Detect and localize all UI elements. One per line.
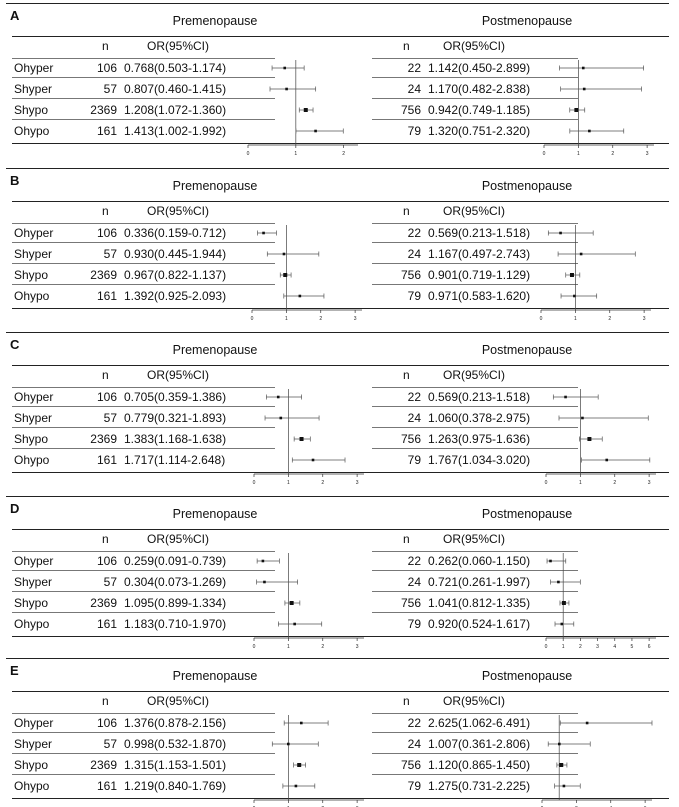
row-or-ci: 1.120(0.865-1.450) — [428, 758, 531, 772]
row-or-ci: 0.259(0.091-0.739) — [124, 554, 227, 568]
row-or-ci: 0.569(0.213-1.518) — [428, 390, 531, 404]
row-n: 2369 — [90, 103, 117, 117]
x-tick-label: 3 — [596, 644, 599, 650]
point-estimate-shypo — [562, 601, 566, 605]
row-n: 106 — [96, 61, 117, 75]
point-estimate-ohypo — [312, 459, 315, 462]
row-name-shyper: Shyper — [14, 411, 53, 425]
point-estimate-shypo — [559, 763, 563, 767]
forest-plot-postmenopause — [536, 167, 656, 322]
x-tick-label: 0 — [539, 316, 543, 322]
x-tick-label: 3 — [645, 151, 649, 157]
premenopause-title: Premenopause — [172, 343, 258, 357]
header-underline — [12, 713, 275, 714]
row-n: 106 — [96, 554, 117, 568]
row-n: 2369 — [90, 758, 117, 772]
header-underline — [12, 58, 275, 59]
x-tick-label: 2 — [321, 480, 325, 486]
row-or-ci: 1.392(0.925-2.093) — [124, 289, 227, 303]
point-estimate-shyper — [558, 743, 561, 746]
row-n: 79 — [407, 779, 421, 793]
row-or-ci: 0.920(0.524-1.617) — [428, 617, 531, 631]
point-estimate-shypo — [574, 108, 578, 112]
forest-plot-postmenopause — [541, 495, 661, 650]
forest-plot-premenopause — [249, 495, 369, 650]
row-or-ci: 1.095(0.899-1.334) — [124, 596, 227, 610]
row-n: 24 — [407, 411, 421, 425]
row-n: 106 — [96, 390, 117, 404]
forest-plot-premenopause — [249, 657, 369, 807]
x-tick-label: 1 — [573, 316, 577, 322]
point-estimate-shyper — [557, 581, 560, 584]
point-estimate-ohyper — [277, 396, 280, 399]
row-separator — [12, 774, 275, 775]
row-n: 79 — [407, 617, 421, 631]
or-column-header: OR(95%CI) — [443, 532, 506, 546]
row-or-ci: 1.183(0.710-1.970) — [124, 617, 227, 631]
row-n: 24 — [407, 737, 421, 751]
x-tick-label: 1 — [578, 480, 582, 486]
panel-label: A — [10, 8, 20, 23]
row-name-shypo: Shypo — [14, 758, 49, 772]
n-column-header: n — [102, 694, 109, 708]
row-n: 22 — [407, 390, 421, 404]
x-tick-label: 3 — [647, 480, 651, 486]
row-or-ci: 1.717(1.114-2.648) — [124, 453, 226, 467]
n-column-header: n — [102, 532, 109, 546]
point-estimate-shyper — [263, 581, 266, 584]
row-n: 57 — [103, 82, 117, 96]
row-n: 756 — [400, 268, 421, 282]
row-n: 756 — [400, 432, 421, 446]
row-n: 22 — [407, 554, 421, 568]
point-estimate-ohypo — [293, 623, 296, 626]
row-name-ohypo: Ohypo — [14, 289, 50, 303]
row-name-shypo: Shypo — [14, 432, 49, 446]
point-estimate-ohyper — [262, 560, 265, 563]
point-estimate-ohypo — [588, 130, 591, 133]
x-tick-label: 1 — [286, 480, 290, 486]
forest-plot-postmenopause — [541, 331, 661, 486]
row-n: 2369 — [90, 268, 117, 282]
point-estimate-shypo — [587, 437, 591, 441]
point-estimate-ohyper — [586, 722, 589, 725]
point-estimate-ohypo — [299, 295, 302, 298]
n-column-header: n — [403, 694, 410, 708]
point-estimate-shypo — [300, 437, 304, 441]
point-estimate-ohyper — [262, 232, 265, 235]
point-estimate-shypo — [290, 601, 294, 605]
x-tick-label: 3 — [355, 644, 359, 650]
row-n: 22 — [407, 61, 421, 75]
row-name-shypo: Shypo — [14, 268, 49, 282]
row-n: 161 — [96, 779, 117, 793]
x-tick-label: 0 — [542, 151, 546, 157]
row-n: 22 — [407, 716, 421, 730]
premenopause-title: Premenopause — [172, 507, 258, 521]
row-separator — [12, 753, 275, 754]
n-column-header: n — [403, 204, 410, 218]
row-n: 57 — [103, 411, 117, 425]
postmenopause-title: Postmenopause — [481, 179, 573, 193]
point-estimate-shyper — [580, 253, 583, 256]
row-or-ci: 1.315(1.153-1.501) — [124, 758, 227, 772]
row-or-ci: 0.262(0.060-1.150) — [428, 554, 531, 568]
row-name-shypo: Shypo — [14, 596, 49, 610]
row-n: 106 — [96, 226, 117, 240]
header-underline — [12, 387, 275, 388]
or-column-header: OR(95%CI) — [147, 368, 210, 382]
x-tick-label: 2 — [611, 151, 615, 157]
premenopause-title: Premenopause — [172, 14, 258, 28]
x-tick-label: 1 — [286, 644, 290, 650]
header-underline — [12, 223, 275, 224]
point-estimate-ohyper — [559, 232, 562, 235]
x-tick-label: 4 — [613, 644, 617, 650]
x-tick-label: 3 — [642, 316, 646, 322]
row-separator — [12, 284, 275, 285]
row-or-ci: 0.971(0.583-1.620) — [428, 289, 531, 303]
point-estimate-ohypo — [295, 785, 298, 788]
point-estimate-ohypo — [561, 623, 564, 626]
row-or-ci: 0.721(0.261-1.997) — [428, 575, 531, 589]
point-estimate-shypo — [283, 273, 287, 277]
row-name-ohyper: Ohyper — [14, 390, 54, 404]
or-column-header: OR(95%CI) — [443, 368, 506, 382]
point-estimate-ohypo — [605, 459, 608, 462]
row-or-ci: 1.219(0.840-1.769) — [124, 779, 227, 793]
row-n: 161 — [96, 289, 117, 303]
row-separator — [12, 570, 275, 571]
row-n: 756 — [400, 596, 421, 610]
point-estimate-ohyper — [300, 722, 303, 725]
row-or-ci: 1.007(0.361-2.806) — [428, 737, 531, 751]
row-or-ci: 0.930(0.445-1.944) — [124, 247, 227, 261]
row-name-ohyper: Ohyper — [14, 716, 54, 730]
x-tick-label: 2 — [319, 316, 323, 322]
row-or-ci: 2.625(1.062-6.491) — [428, 716, 531, 730]
x-tick-label: 1 — [561, 644, 565, 650]
row-n: 106 — [96, 716, 117, 730]
row-separator — [12, 77, 275, 78]
or-column-header: OR(95%CI) — [443, 204, 506, 218]
row-or-ci: 1.041(0.812-1.335) — [428, 596, 531, 610]
postmenopause-title: Postmenopause — [481, 343, 573, 357]
n-column-header: n — [403, 532, 410, 546]
row-n: 2369 — [90, 596, 117, 610]
row-or-ci: 0.967(0.822-1.137) — [124, 268, 227, 282]
panel-label: D — [10, 501, 20, 516]
row-name-shyper: Shyper — [14, 82, 53, 96]
row-name-ohyper: Ohyper — [14, 61, 54, 75]
forest-plot-premenopause — [247, 167, 367, 322]
row-or-ci: 1.383(1.168-1.638) — [124, 432, 227, 446]
point-estimate-shypo — [297, 763, 301, 767]
row-separator — [12, 98, 275, 99]
row-or-ci: 1.142(0.450-2.899) — [428, 61, 531, 75]
row-or-ci: 0.304(0.073-1.269) — [124, 575, 227, 589]
panel-b — [0, 167, 679, 322]
panel-d — [0, 495, 679, 650]
row-name-ohyper: Ohyper — [14, 554, 54, 568]
x-tick-label: 1 — [294, 151, 298, 157]
row-or-ci: 1.767(1.034-3.020) — [428, 453, 531, 467]
row-separator — [12, 591, 275, 592]
x-tick-label: 0 — [544, 480, 548, 486]
point-estimate-shyper — [283, 253, 286, 256]
row-or-ci: 1.376(0.878-2.156) — [124, 716, 227, 730]
panel-label: B — [10, 173, 20, 188]
row-or-ci: 1.413(1.002-1.992) — [124, 124, 227, 138]
x-tick-label: 0 — [250, 316, 254, 322]
point-estimate-shyper — [285, 88, 288, 91]
row-name-ohypo: Ohypo — [14, 453, 50, 467]
row-n: 79 — [407, 124, 421, 138]
row-or-ci: 1.060(0.378-2.975) — [428, 411, 531, 425]
forest-plot-premenopause — [243, 2, 363, 157]
or-column-header: OR(95%CI) — [147, 39, 210, 53]
point-estimate-ohyper — [582, 67, 585, 70]
x-tick-label: 1 — [284, 316, 288, 322]
row-separator — [12, 263, 275, 264]
n-column-header: n — [403, 368, 410, 382]
point-estimate-ohypo — [563, 785, 566, 788]
row-or-ci: 0.779(0.321-1.893) — [124, 411, 227, 425]
point-estimate-shyper — [581, 417, 584, 420]
point-estimate-shyper — [279, 417, 282, 420]
postmenopause-title: Postmenopause — [481, 507, 573, 521]
x-tick-label: 0 — [544, 644, 548, 650]
x-tick-label: 5 — [630, 644, 634, 650]
x-tick-label: 0 — [252, 644, 256, 650]
x-tick-label: 2 — [321, 644, 325, 650]
row-n: 22 — [407, 226, 421, 240]
row-n: 24 — [407, 575, 421, 589]
point-estimate-ohypo — [314, 130, 317, 133]
row-separator — [12, 448, 275, 449]
row-or-ci: 0.336(0.159-0.712) — [124, 226, 227, 240]
point-estimate-shyper — [583, 88, 586, 91]
row-name-shypo: Shypo — [14, 103, 49, 117]
postmenopause-title: Postmenopause — [481, 14, 573, 28]
row-separator — [12, 427, 275, 428]
or-column-header: OR(95%CI) — [147, 204, 210, 218]
row-or-ci: 0.768(0.503-1.174) — [124, 61, 227, 75]
panel-label: E — [10, 663, 19, 678]
n-column-header: n — [102, 204, 109, 218]
row-n: 2369 — [90, 432, 117, 446]
x-tick-label: 1 — [576, 151, 580, 157]
postmenopause-title: Postmenopause — [481, 669, 573, 683]
row-name-ohyper: Ohyper — [14, 226, 54, 240]
row-or-ci: 1.263(0.975-1.636) — [428, 432, 531, 446]
row-n: 79 — [407, 289, 421, 303]
row-n: 57 — [103, 575, 117, 589]
x-tick-label: 2 — [608, 316, 612, 322]
point-estimate-shyper — [287, 743, 290, 746]
row-n: 24 — [407, 247, 421, 261]
row-name-shyper: Shyper — [14, 737, 53, 751]
row-separator — [12, 406, 275, 407]
premenopause-title: Premenopause — [172, 669, 258, 683]
forest-plot-premenopause — [249, 331, 369, 486]
row-n: 79 — [407, 453, 421, 467]
panel-e — [0, 657, 679, 807]
row-or-ci: 0.807(0.460-1.415) — [124, 82, 227, 96]
row-name-shyper: Shyper — [14, 247, 53, 261]
point-estimate-ohyper — [549, 560, 552, 563]
row-or-ci: 0.998(0.532-1.870) — [124, 737, 227, 751]
row-separator — [12, 242, 275, 243]
row-or-ci: 1.170(0.482-2.838) — [428, 82, 531, 96]
point-estimate-ohypo — [573, 295, 576, 298]
row-name-ohypo: Ohypo — [14, 124, 50, 138]
row-separator — [12, 612, 275, 613]
row-or-ci: 0.569(0.213-1.518) — [428, 226, 531, 240]
n-column-header: n — [403, 39, 410, 53]
x-tick-label: 0 — [246, 151, 250, 157]
x-tick-label: 2 — [613, 480, 617, 486]
row-or-ci: 1.167(0.497-2.743) — [428, 247, 531, 261]
or-column-header: OR(95%CI) — [443, 39, 506, 53]
x-tick-label: 2 — [342, 151, 346, 157]
x-tick-label: 2 — [578, 644, 582, 650]
point-estimate-shypo — [570, 273, 574, 277]
forest-plot-postmenopause — [539, 2, 659, 157]
header-underline — [12, 551, 275, 552]
x-tick-label: 3 — [353, 316, 357, 322]
row-n: 161 — [96, 617, 117, 631]
n-column-header: n — [102, 39, 109, 53]
row-separator — [12, 732, 275, 733]
or-column-header: OR(95%CI) — [147, 694, 210, 708]
panel-c — [0, 331, 679, 486]
row-n: 161 — [96, 124, 117, 138]
x-tick-label: 0 — [252, 480, 256, 486]
panel-a — [0, 2, 679, 157]
panel-label: C — [10, 337, 20, 352]
x-tick-label: 6 — [647, 644, 651, 650]
point-estimate-ohyper — [283, 67, 286, 70]
x-tick-label: 3 — [355, 480, 359, 486]
row-n: 756 — [400, 758, 421, 772]
row-name-ohypo: Ohypo — [14, 779, 50, 793]
forest-plot-postmenopause — [537, 657, 657, 807]
row-n: 756 — [400, 103, 421, 117]
row-or-ci: 1.208(1.072-1.360) — [124, 103, 227, 117]
row-or-ci: 1.320(0.751-2.320) — [428, 124, 531, 138]
premenopause-title: Premenopause — [172, 179, 258, 193]
row-n: 24 — [407, 82, 421, 96]
row-or-ci: 0.901(0.719-1.129) — [428, 268, 531, 282]
point-estimate-ohyper — [564, 396, 567, 399]
row-or-ci: 1.275(0.731-2.225) — [428, 779, 531, 793]
row-or-ci: 0.705(0.359-1.386) — [124, 390, 227, 404]
or-column-header: OR(95%CI) — [147, 532, 210, 546]
row-n: 57 — [103, 247, 117, 261]
or-column-header: OR(95%CI) — [443, 694, 506, 708]
point-estimate-shypo — [304, 108, 308, 112]
row-or-ci: 0.942(0.749-1.185) — [428, 103, 531, 117]
n-column-header: n — [102, 368, 109, 382]
row-name-ohypo: Ohypo — [14, 617, 50, 631]
row-n: 57 — [103, 737, 117, 751]
row-name-shyper: Shyper — [14, 575, 53, 589]
row-n: 161 — [96, 453, 117, 467]
row-separator — [12, 119, 275, 120]
